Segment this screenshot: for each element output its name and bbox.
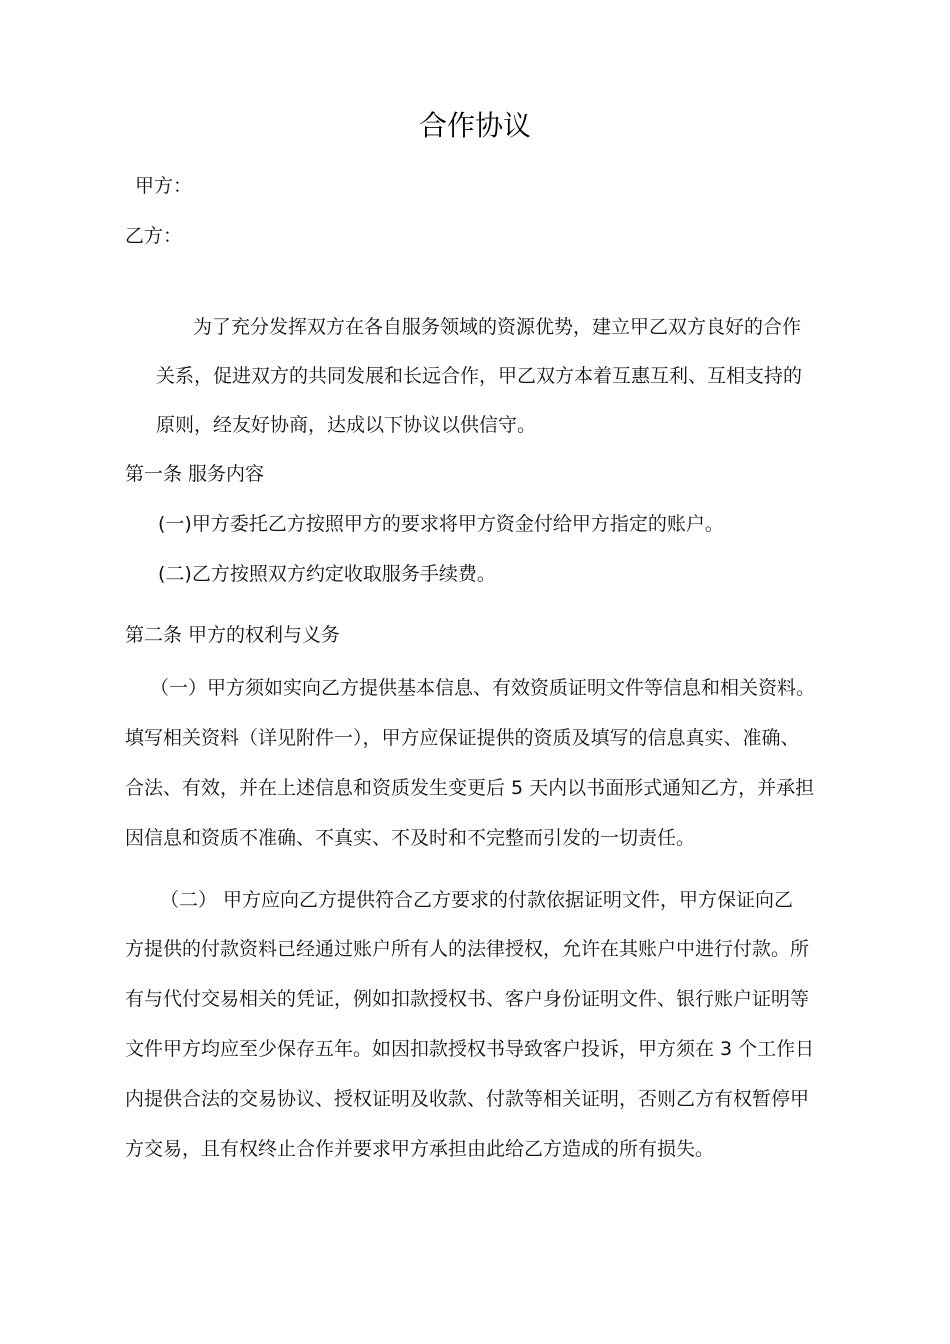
clause-line: 因信息和资质不准确、不真实、不及时和不完整而引发的一切责任。 [125,827,696,849]
preamble-line: 为了充分发挥双方在各自服务领域的资源优势，建立甲乙双方良好的合作 [193,316,802,338]
article-1-heading: 第一条 服务内容 [125,463,265,485]
clause-line: 方交易，且有权终止合作并要求甲方承担由此给乙方造成的所有损失。 [125,1138,715,1160]
clause-line: 文件甲方均应至少保存五年。如因扣款授权书导致客户投诉，甲方须在 3 个工作日 [125,1038,815,1060]
clause-line: （一）甲方须如实向乙方提供基本信息、有效资质证明文件等信息和相关资料。 [150,677,816,699]
article-2-heading: 第二条 甲方的权利与义务 [125,624,341,646]
party-b-label: 乙方： [125,225,183,247]
clause-line: （二） 甲方应向乙方提供符合乙方要求的付款依据证明文件，甲方保证向乙 [160,889,794,911]
article-1-item: (二)乙方按照双方约定收取服务手续费。 [158,563,496,585]
article-1-item: (一)甲方委托乙方按照甲方的要求将甲方资金付给甲方指定的账户。 [158,513,724,535]
preamble-line: 关系，促进双方的共同发展和长远合作，甲乙双方本着互惠互利、互相支持的 [156,365,803,387]
clause-line: 有与代付交易相关的凭证，例如扣款授权书、客户身份证明文件、银行账户证明等 [125,988,810,1010]
clause-line: 填写相关资料（详见附件一），甲方应保证提供的资质及填写的信息真实、准确、 [125,727,800,749]
party-a-label: 甲方： [135,175,193,197]
document-title: 合作协议 [418,109,531,142]
clause-line: 内提供合法的交易协议、授权证明及收款、付款等相关证明，否则乙方有权暂停甲 [125,1088,810,1110]
clause-line: 方提供的付款资料已经通过账户所有人的法律授权，允许在其账户中进行付款。所 [125,938,810,960]
clause-line: 合法、有效，并在上述信息和资质发生变更后 5 天内以书面形式通知乙方，并承担 [125,777,815,799]
preamble-line: 原则，经友好协商，达成以下协议以供信守。 [156,414,537,436]
